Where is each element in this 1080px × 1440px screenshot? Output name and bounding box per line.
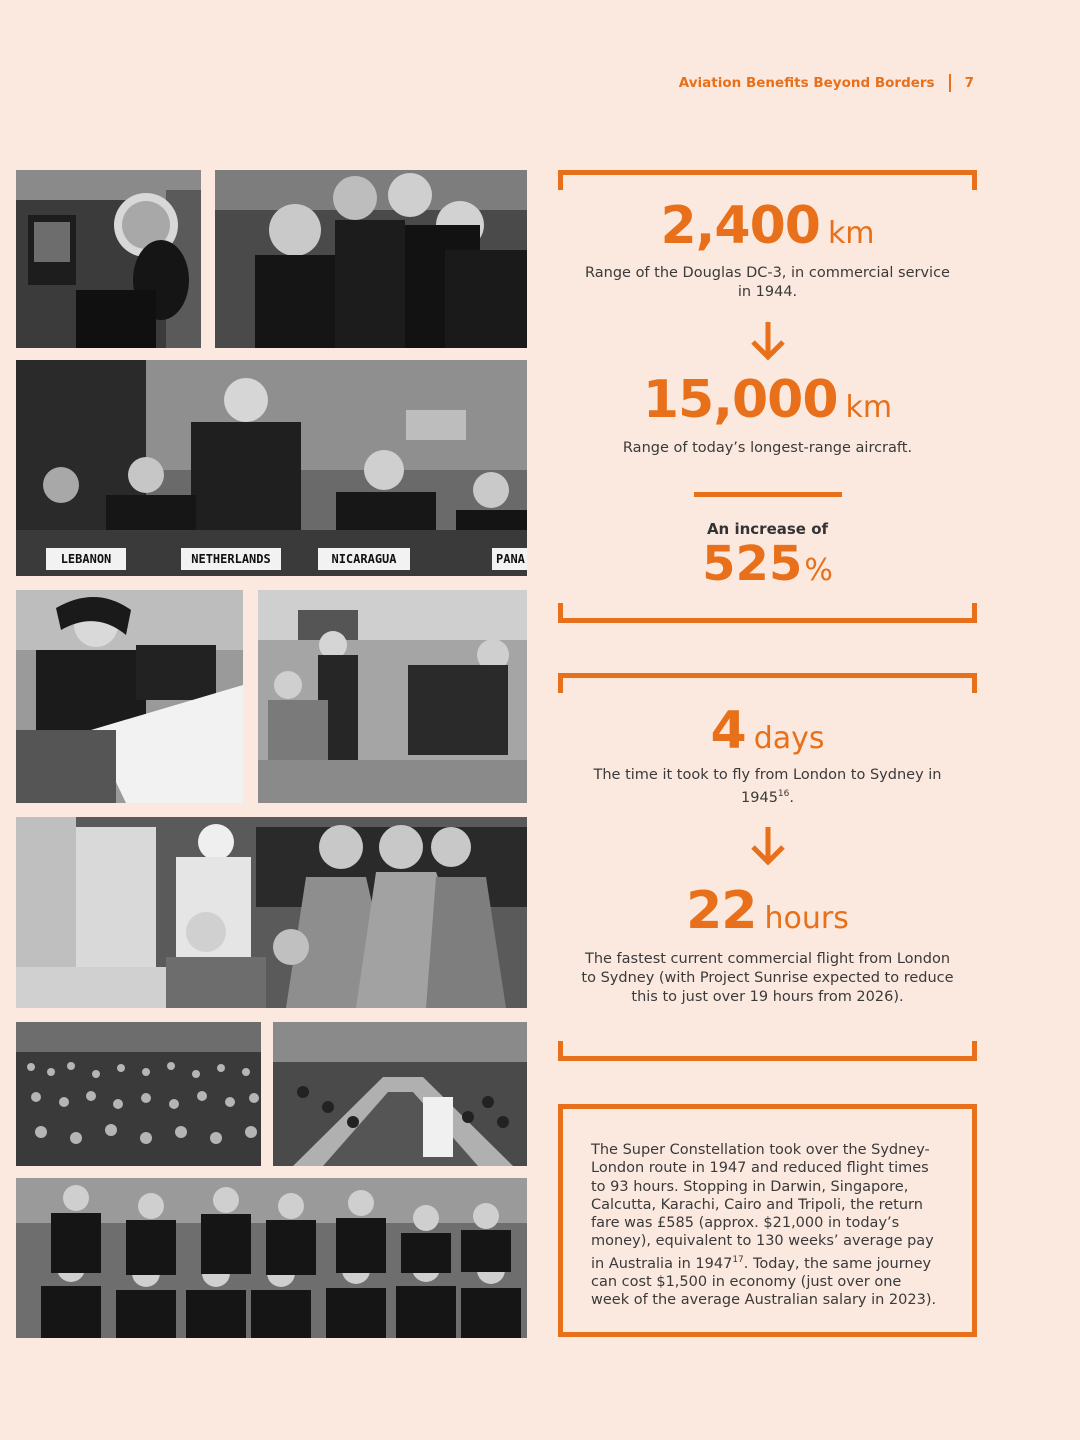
info-text: The Super Constellation took over the Sydney-London route in 1947 and reduced flight times to 93 hours. Stopping in Darwin, Singapore, Calcutta, Karachi, Cairo and Tripoli, the return fare was £585 (approx. $21,000 in today’s money), equivalent to 130 weeks’ average pay in Australia in 1947 xyxy=(591,1142,934,1272)
stat-description: The fastest current commercial flight from London to Sydney (with Project Sunrise expected to reduce this to just over 19 hours from 2026). xyxy=(581,951,954,1005)
arrow-down-icon xyxy=(748,825,788,867)
placard-nicaragua: NICARAGUA xyxy=(318,548,410,570)
range-comparison-panel xyxy=(558,170,977,623)
placard-lebanon: LEBANON xyxy=(46,548,126,570)
stat-description: Range of today’s longest-range aircraft. xyxy=(622,440,913,456)
placard-panama: PANA xyxy=(492,548,527,570)
super-constellation-info-box xyxy=(558,1104,977,1337)
stat-description: Range of the Douglas DC-3, in commercial service in 1944. xyxy=(585,265,950,300)
page-number: 7 xyxy=(964,75,974,91)
photo-group-portrait xyxy=(16,1178,527,1338)
bracket-top xyxy=(558,673,977,693)
stat-unit: days xyxy=(753,721,825,756)
placard-netherlands: NETHERLANDS xyxy=(181,548,281,570)
stat-unit: km xyxy=(845,390,893,425)
stat-unit: hours xyxy=(764,901,849,936)
stat-description: The time it took to fly from London to Sydney in 1945$^{16}$. xyxy=(593,767,942,806)
photo-signing-room xyxy=(258,590,527,803)
footnote-ref: 17 xyxy=(732,1254,744,1265)
photo-delegates-discussion xyxy=(215,170,527,348)
photo-conference-speaker xyxy=(16,170,201,348)
photo-celebration-cake xyxy=(16,817,527,1008)
publication-title: Aviation Benefits Beyond Borders xyxy=(678,75,935,91)
stat-value: 4 xyxy=(710,701,746,761)
stat-value: 15,000 xyxy=(642,370,838,430)
photo-assembly-crowd xyxy=(16,1022,261,1166)
bracket-top xyxy=(558,170,977,190)
stat-current-flight-time xyxy=(558,881,977,941)
section-divider xyxy=(694,492,842,497)
bracket-bottom xyxy=(558,603,977,623)
stat-longest-range xyxy=(558,370,977,430)
footnote-ref: 16 xyxy=(777,789,790,799)
photo-delegation-table xyxy=(16,360,527,576)
increase-unit: % xyxy=(804,553,833,588)
photo-woman-signing xyxy=(16,590,243,803)
stat-unit: km xyxy=(827,216,875,251)
increase-value xyxy=(558,536,977,592)
stat-1945-flight-time xyxy=(558,701,977,761)
stat-dc3-range xyxy=(558,196,977,256)
stat-value: 22 xyxy=(686,881,757,941)
page-header xyxy=(679,74,974,92)
arrow-down-icon xyxy=(748,320,788,362)
bracket-bottom xyxy=(558,1041,977,1061)
stat-value: 2,400 xyxy=(660,196,820,256)
photo-assembly-hall xyxy=(273,1022,527,1166)
increase-number: 525 xyxy=(702,536,803,592)
flight-time-panel xyxy=(558,673,977,1061)
header-divider xyxy=(949,74,951,92)
info-text-continued: . Today, the same journey can cost $1,500 in economy (just over one week of the average Australian salary in 2023). xyxy=(591,1255,937,1309)
increase-label: An increase of xyxy=(706,520,829,538)
